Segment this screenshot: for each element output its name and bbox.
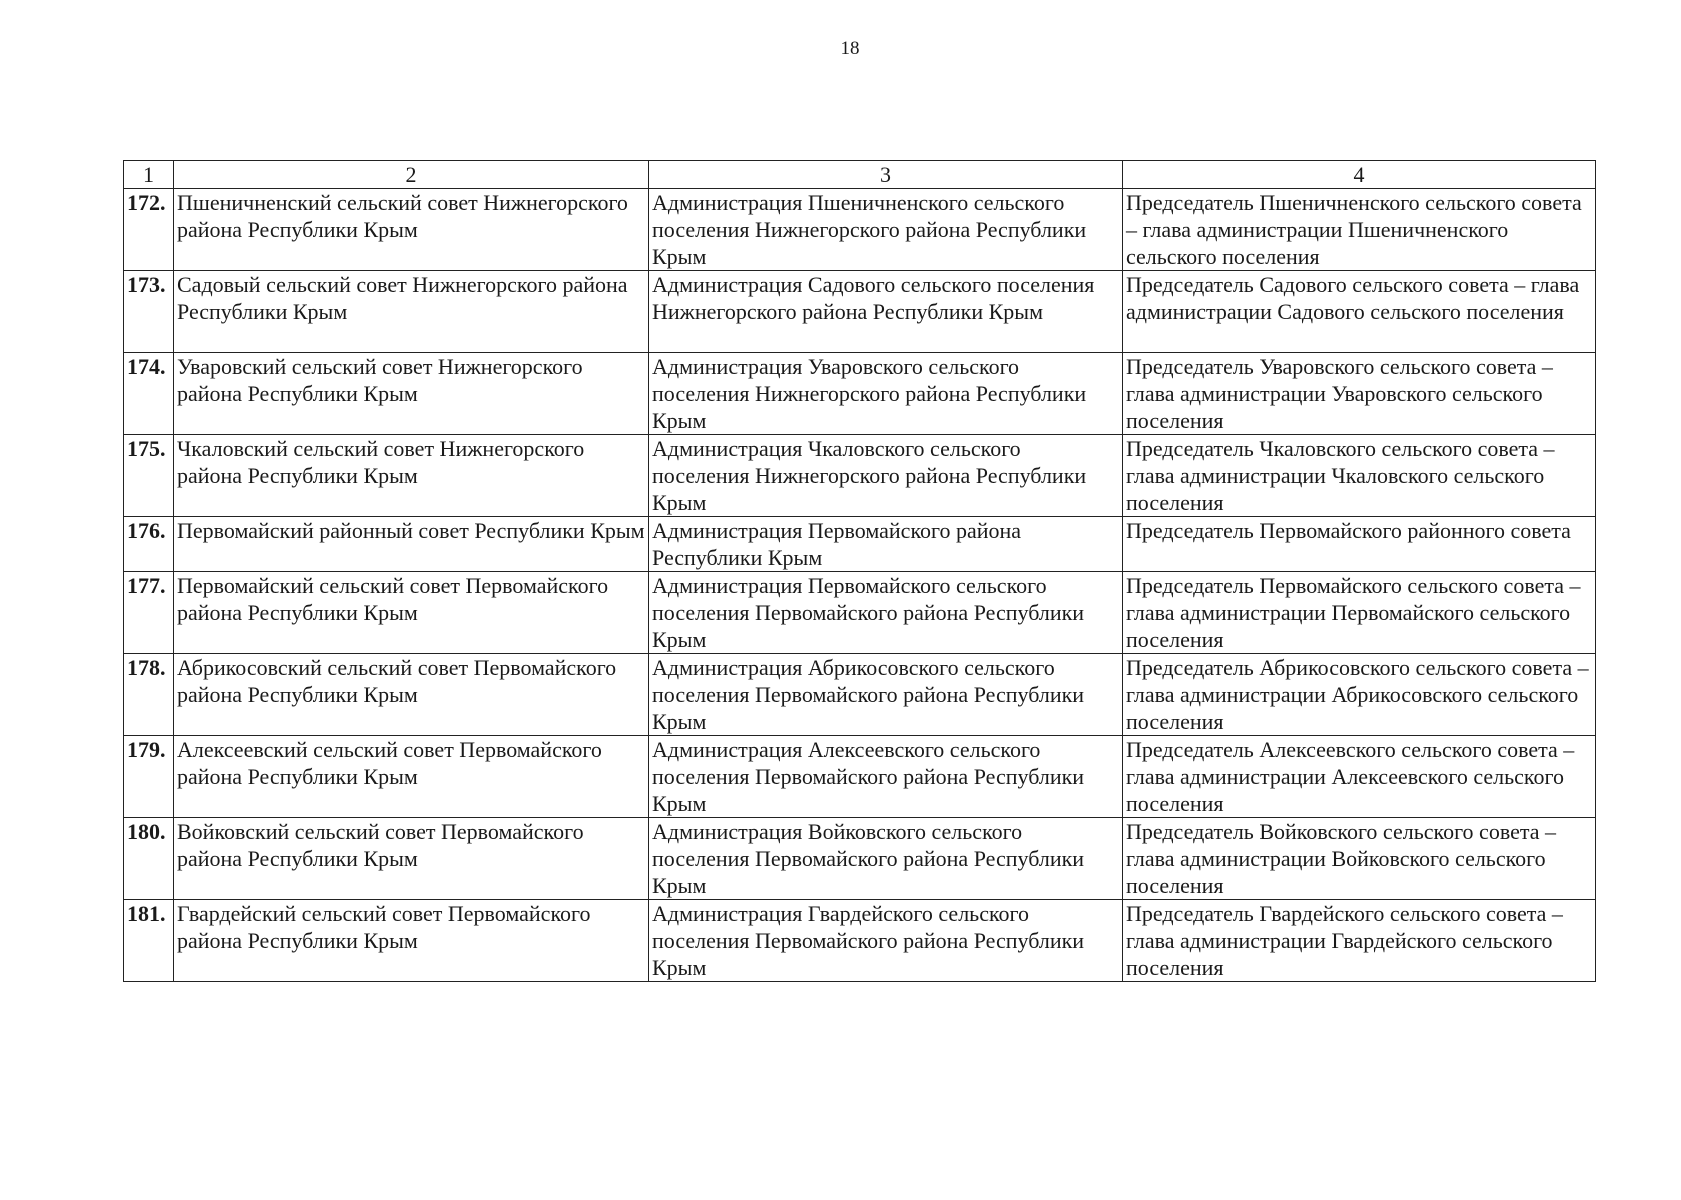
official-title: Председатель Гвардейского сельского совета – глава администрации Гвардейского сельского поселения	[1123, 900, 1596, 982]
header-cell-2: 2	[174, 161, 649, 189]
council-name: Первомайский сельский совет Первомайского района Республики Крым	[174, 572, 649, 654]
administration-name: Администрация Пшеничненского сельского поселения Нижнегорского района Республики Крым	[649, 189, 1123, 271]
row-number: 180.	[124, 818, 174, 900]
table-row	[124, 900, 1596, 982]
header-cell-1: 1	[124, 161, 174, 189]
council-name: Чкаловский сельский совет Нижнегорского района Республики Крым	[174, 435, 649, 517]
administration-name: Администрация Садового сельского поселения Нижнегорского района Республики Крым	[649, 271, 1123, 353]
header-cell-3: 3	[649, 161, 1123, 189]
table-row	[124, 517, 1596, 572]
administration-name: Администрация Чкаловского сельского поселения Нижнегорского района Республики Крым	[649, 435, 1123, 517]
table-row	[124, 353, 1596, 435]
council-name: Абрикосовский сельский совет Первомайского района Республики Крым	[174, 654, 649, 736]
row-number: 172.	[124, 189, 174, 271]
row-number: 179.	[124, 736, 174, 818]
official-title: Председатель Абрикосовского сельского совета – глава администрации Абрикосовского сельского поселения	[1123, 654, 1596, 736]
row-number: 181.	[124, 900, 174, 982]
council-name: Уваровский сельский совет Нижнегорского района Республики Крым	[174, 353, 649, 435]
row-number: 177.	[124, 572, 174, 654]
administration-name: Администрация Уваровского сельского поселения Нижнегорского района Республики Крым	[649, 353, 1123, 435]
row-number: 178.	[124, 654, 174, 736]
table-row	[124, 654, 1596, 736]
row-number: 175.	[124, 435, 174, 517]
official-title: Председатель Садового сельского совета – глава администрации Садового сельского поселения	[1123, 271, 1596, 353]
table-row	[124, 435, 1596, 517]
administration-name: Администрация Первомайского сельского поселения Первомайского района Республики Крым	[649, 572, 1123, 654]
official-title: Председатель Чкаловского сельского совета – глава администрации Чкаловского сельского поселения	[1123, 435, 1596, 517]
row-number: 174.	[124, 353, 174, 435]
table-row	[124, 736, 1596, 818]
council-name: Пшеничненский сельский совет Нижнегорского района Республики Крым	[174, 189, 649, 271]
table-row	[124, 572, 1596, 654]
official-title: Председатель Первомайского районного совета	[1123, 517, 1596, 572]
council-name: Войковский сельский совет Первомайского района Республики Крым	[174, 818, 649, 900]
administration-name: Администрация Алексеевского сельского поселения Первомайского района Республики Крым	[649, 736, 1123, 818]
row-number: 173.	[124, 271, 174, 353]
administration-name: Администрация Гвардейского сельского поселения Первомайского района Республики Крым	[649, 900, 1123, 982]
official-title: Председатель Войковского сельского совета – глава администрации Войковского сельского поселения	[1123, 818, 1596, 900]
page-number: 18	[840, 38, 860, 59]
official-title: Председатель Уваровского сельского совета – глава администрации Уваровского сельского поселения	[1123, 353, 1596, 435]
table-header-row	[124, 161, 1596, 189]
council-name: Алексеевский сельский совет Первомайского района Республики Крым	[174, 736, 649, 818]
official-title: Председатель Первомайского сельского совета – глава администрации Первомайского сельского поселения	[1123, 572, 1596, 654]
administration-name: Администрация Абрикосовского сельского поселения Первомайского района Республики Крым	[649, 654, 1123, 736]
official-title: Председатель Алексеевского сельского совета – глава администрации Алексеевского сельского поселения	[1123, 736, 1596, 818]
table-row	[124, 271, 1596, 353]
header-cell-4: 4	[1123, 161, 1596, 189]
row-number: 176.	[124, 517, 174, 572]
council-name: Первомайский районный совет Республики Крым	[174, 517, 649, 572]
official-title: Председатель Пшеничненского сельского совета – глава администрации Пшеничненского сельского поселения	[1123, 189, 1596, 271]
administration-name: Администрация Первомайского района Республики Крым	[649, 517, 1123, 572]
table-row	[124, 189, 1596, 271]
table-row	[124, 818, 1596, 900]
council-name: Садовый сельский совет Нижнегорского района Республики Крым	[174, 271, 649, 353]
council-name: Гвардейский сельский совет Первомайского района Республики Крым	[174, 900, 649, 982]
administration-name: Администрация Войковского сельского поселения Первомайского района Республики Крым	[649, 818, 1123, 900]
document-table	[123, 160, 1596, 982]
